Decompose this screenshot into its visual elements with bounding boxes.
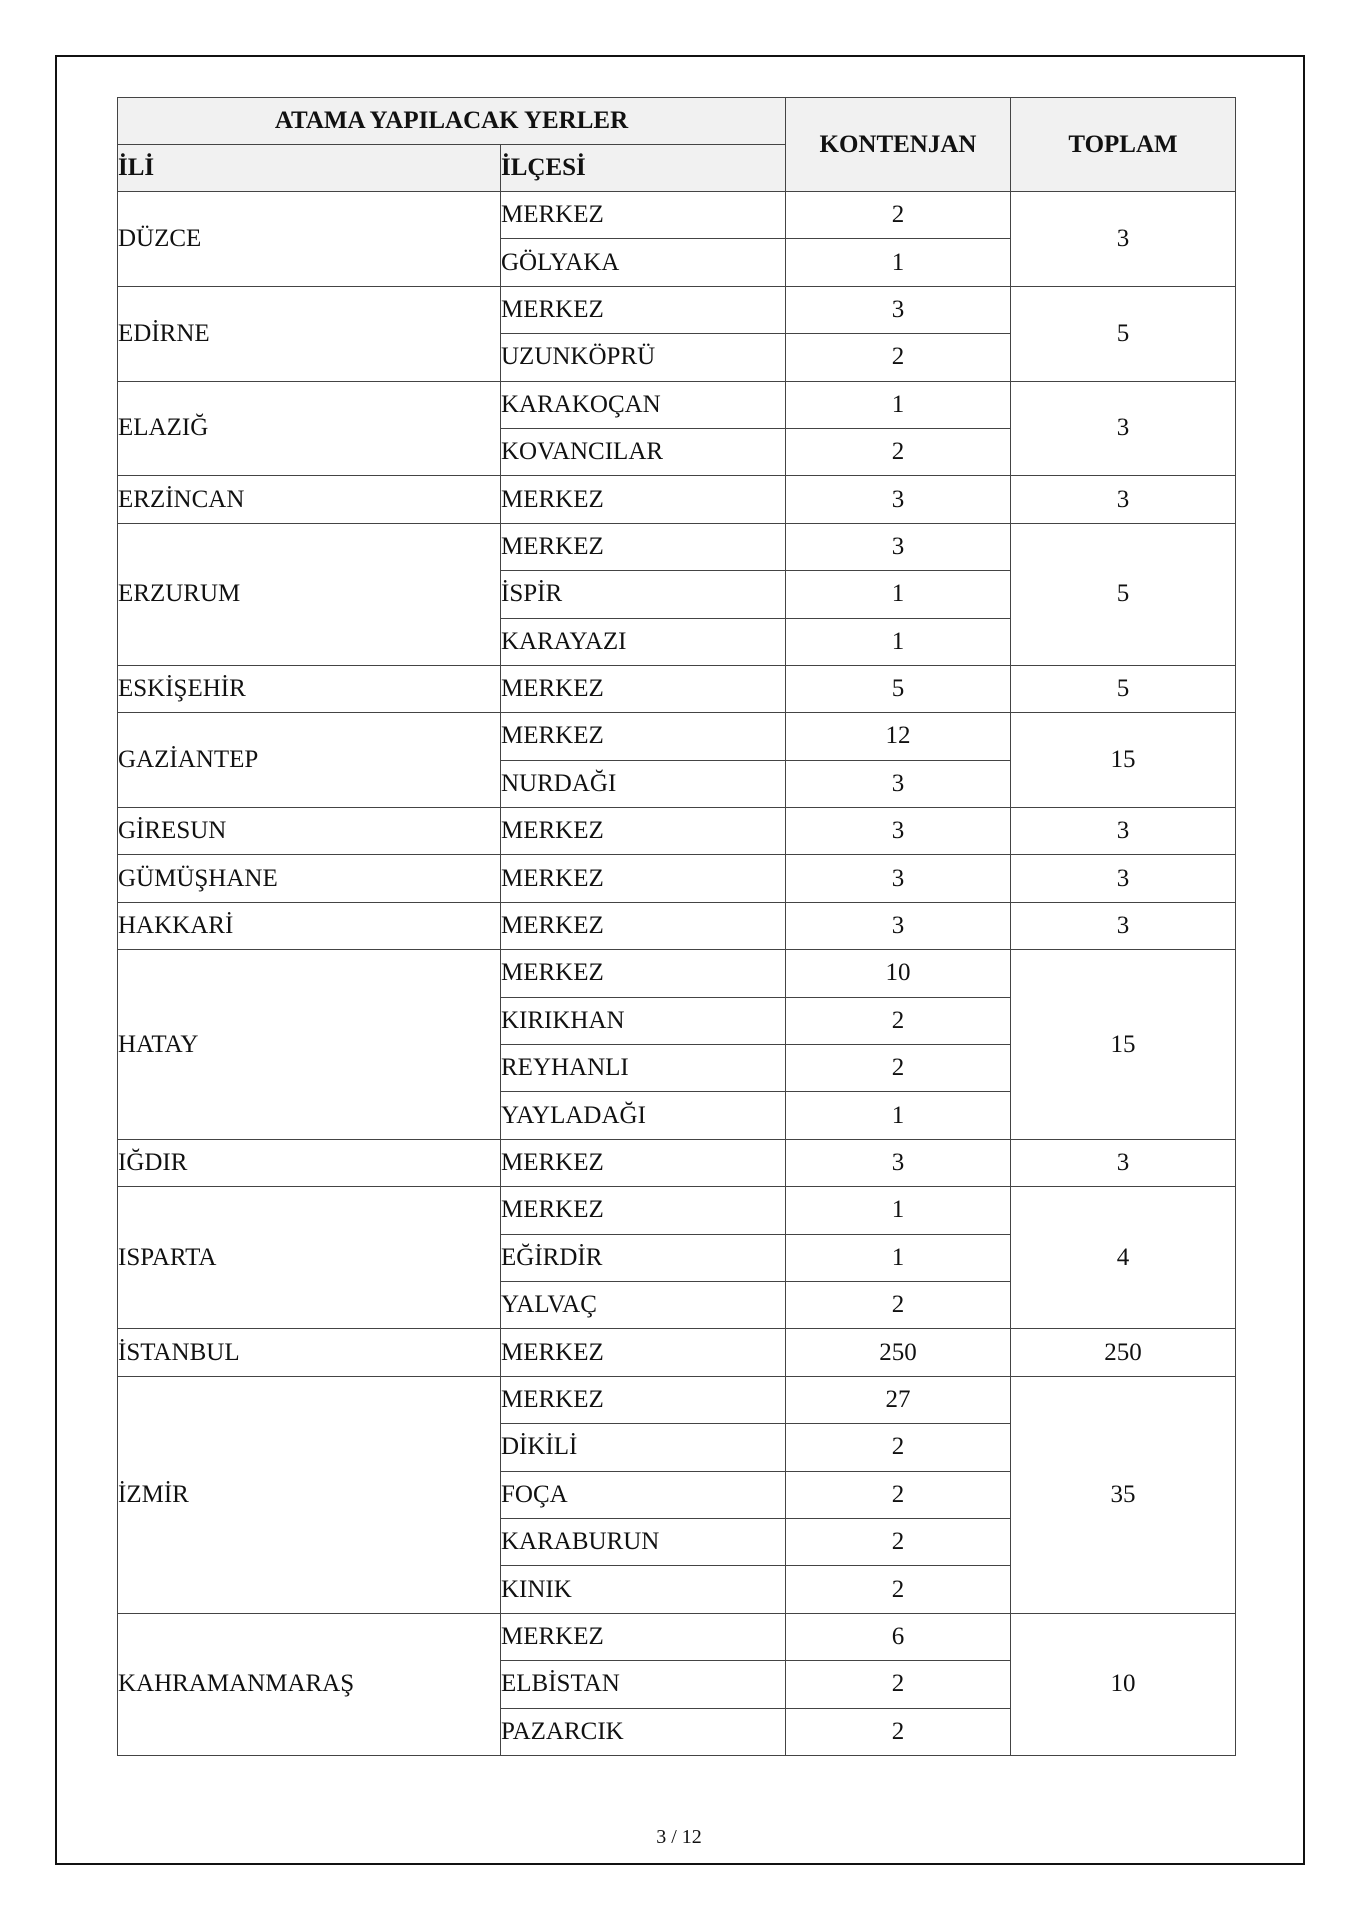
quota-cell: 3: [786, 855, 1011, 902]
total-cell: 5: [1011, 665, 1236, 712]
total-cell: 15: [1011, 950, 1236, 1140]
table-row: [118, 1613, 1236, 1660]
district-cell: MERKEZ: [501, 902, 786, 949]
table-row: [118, 192, 1236, 239]
table-row: [118, 381, 1236, 428]
table-row: [118, 902, 1236, 949]
province-cell: İZMİR: [118, 1376, 501, 1613]
quota-cell: 2: [786, 997, 1011, 1044]
header-ilce: İLÇESİ: [501, 145, 786, 192]
district-cell: KARABURUN: [501, 1518, 786, 1565]
district-cell: MERKEZ: [501, 950, 786, 997]
table-body: [118, 192, 1236, 1756]
total-cell: 3: [1011, 192, 1236, 287]
quota-cell: 1: [786, 571, 1011, 618]
district-cell: MERKEZ: [501, 1376, 786, 1423]
district-cell: KINIK: [501, 1566, 786, 1613]
district-cell: YAYLADAĞI: [501, 1092, 786, 1139]
total-cell: 15: [1011, 713, 1236, 808]
province-cell: EDİRNE: [118, 286, 501, 381]
placement-table: [117, 97, 1236, 1756]
district-cell: MERKEZ: [501, 286, 786, 333]
table-row: [118, 855, 1236, 902]
quota-cell: 2: [786, 1661, 1011, 1708]
province-cell: IĞDIR: [118, 1139, 501, 1186]
quota-cell: 3: [786, 808, 1011, 855]
district-cell: YALVAÇ: [501, 1281, 786, 1328]
quota-cell: 1: [786, 1092, 1011, 1139]
quota-cell: 27: [786, 1376, 1011, 1423]
quota-cell: 3: [786, 523, 1011, 570]
district-cell: UZUNKÖPRÜ: [501, 334, 786, 381]
total-cell: 4: [1011, 1187, 1236, 1329]
total-cell: 3: [1011, 902, 1236, 949]
district-cell: REYHANLI: [501, 1045, 786, 1092]
district-cell: MERKEZ: [501, 665, 786, 712]
quota-cell: 1: [786, 1187, 1011, 1234]
quota-cell: 1: [786, 618, 1011, 665]
province-cell: HAKKARİ: [118, 902, 501, 949]
total-cell: 3: [1011, 381, 1236, 476]
quota-cell: 3: [786, 1139, 1011, 1186]
province-cell: ERZİNCAN: [118, 476, 501, 523]
quota-cell: 2: [786, 1566, 1011, 1613]
table-row: [118, 713, 1236, 760]
district-cell: KARAYAZI: [501, 618, 786, 665]
quota-cell: 12: [786, 713, 1011, 760]
quota-cell: 3: [786, 476, 1011, 523]
quota-cell: 2: [786, 428, 1011, 475]
province-cell: ISPARTA: [118, 1187, 501, 1329]
district-cell: MERKEZ: [501, 523, 786, 570]
district-cell: MERKEZ: [501, 1329, 786, 1376]
quota-cell: 3: [786, 286, 1011, 333]
quota-cell: 1: [786, 1234, 1011, 1281]
quota-cell: 2: [786, 1518, 1011, 1565]
quota-cell: 3: [786, 902, 1011, 949]
total-cell: 35: [1011, 1376, 1236, 1613]
quota-cell: 3: [786, 760, 1011, 807]
quota-cell: 2: [786, 334, 1011, 381]
table-row: [118, 950, 1236, 997]
table-row: [118, 1329, 1236, 1376]
quota-cell: 2: [786, 1708, 1011, 1755]
header-atama-yerler: ATAMA YAPILACAK YERLER: [118, 98, 786, 145]
district-cell: PAZARCIK: [501, 1708, 786, 1755]
quota-cell: 2: [786, 1045, 1011, 1092]
header-toplam: TOPLAM: [1011, 98, 1236, 192]
province-cell: İSTANBUL: [118, 1329, 501, 1376]
table-row: [118, 1376, 1236, 1423]
table-row: [118, 523, 1236, 570]
total-cell: 3: [1011, 808, 1236, 855]
quota-cell: 2: [786, 1471, 1011, 1518]
district-cell: ELBİSTAN: [501, 1661, 786, 1708]
district-cell: EĞİRDİR: [501, 1234, 786, 1281]
province-cell: DÜZCE: [118, 192, 501, 287]
district-cell: GÖLYAKA: [501, 239, 786, 286]
quota-cell: 1: [786, 239, 1011, 286]
district-cell: DİKİLİ: [501, 1424, 786, 1471]
table-row: [118, 476, 1236, 523]
table-row: [118, 1187, 1236, 1234]
total-cell: 250: [1011, 1329, 1236, 1376]
province-cell: ELAZIĞ: [118, 381, 501, 476]
district-cell: KARAKOÇAN: [501, 381, 786, 428]
total-cell: 10: [1011, 1613, 1236, 1755]
district-cell: MERKEZ: [501, 855, 786, 902]
quota-cell: 2: [786, 1281, 1011, 1328]
quota-cell: 10: [786, 950, 1011, 997]
district-cell: MERKEZ: [501, 1139, 786, 1186]
province-cell: HATAY: [118, 950, 501, 1140]
district-cell: KIRIKHAN: [501, 997, 786, 1044]
table-row: [118, 286, 1236, 333]
table-row: [118, 808, 1236, 855]
district-cell: NURDAĞI: [501, 760, 786, 807]
quota-cell: 2: [786, 1424, 1011, 1471]
district-cell: MERKEZ: [501, 713, 786, 760]
total-cell: 3: [1011, 855, 1236, 902]
province-cell: ERZURUM: [118, 523, 501, 665]
district-cell: MERKEZ: [501, 192, 786, 239]
quota-cell: 6: [786, 1613, 1011, 1660]
district-cell: FOÇA: [501, 1471, 786, 1518]
total-cell: 3: [1011, 1139, 1236, 1186]
province-cell: GİRESUN: [118, 808, 501, 855]
total-cell: 5: [1011, 286, 1236, 381]
district-cell: İSPİR: [501, 571, 786, 618]
province-cell: GÜMÜŞHANE: [118, 855, 501, 902]
table-row: [118, 1139, 1236, 1186]
province-cell: KAHRAMANMARAŞ: [118, 1613, 501, 1755]
total-cell: 3: [1011, 476, 1236, 523]
province-cell: GAZİANTEP: [118, 713, 501, 808]
district-cell: KOVANCILAR: [501, 428, 786, 475]
quota-cell: 5: [786, 665, 1011, 712]
district-cell: MERKEZ: [501, 1187, 786, 1234]
table-row: [118, 665, 1236, 712]
quota-cell: 1: [786, 381, 1011, 428]
total-cell: 5: [1011, 523, 1236, 665]
page-number: 3 / 12: [656, 1826, 702, 1848]
district-cell: MERKEZ: [501, 476, 786, 523]
header-kontenjan: KONTENJAN: [786, 98, 1011, 192]
header-il: İLİ: [118, 145, 501, 192]
district-cell: MERKEZ: [501, 1613, 786, 1660]
quota-cell: 2: [786, 192, 1011, 239]
quota-cell: 250: [786, 1329, 1011, 1376]
province-cell: ESKİŞEHİR: [118, 665, 501, 712]
district-cell: MERKEZ: [501, 808, 786, 855]
